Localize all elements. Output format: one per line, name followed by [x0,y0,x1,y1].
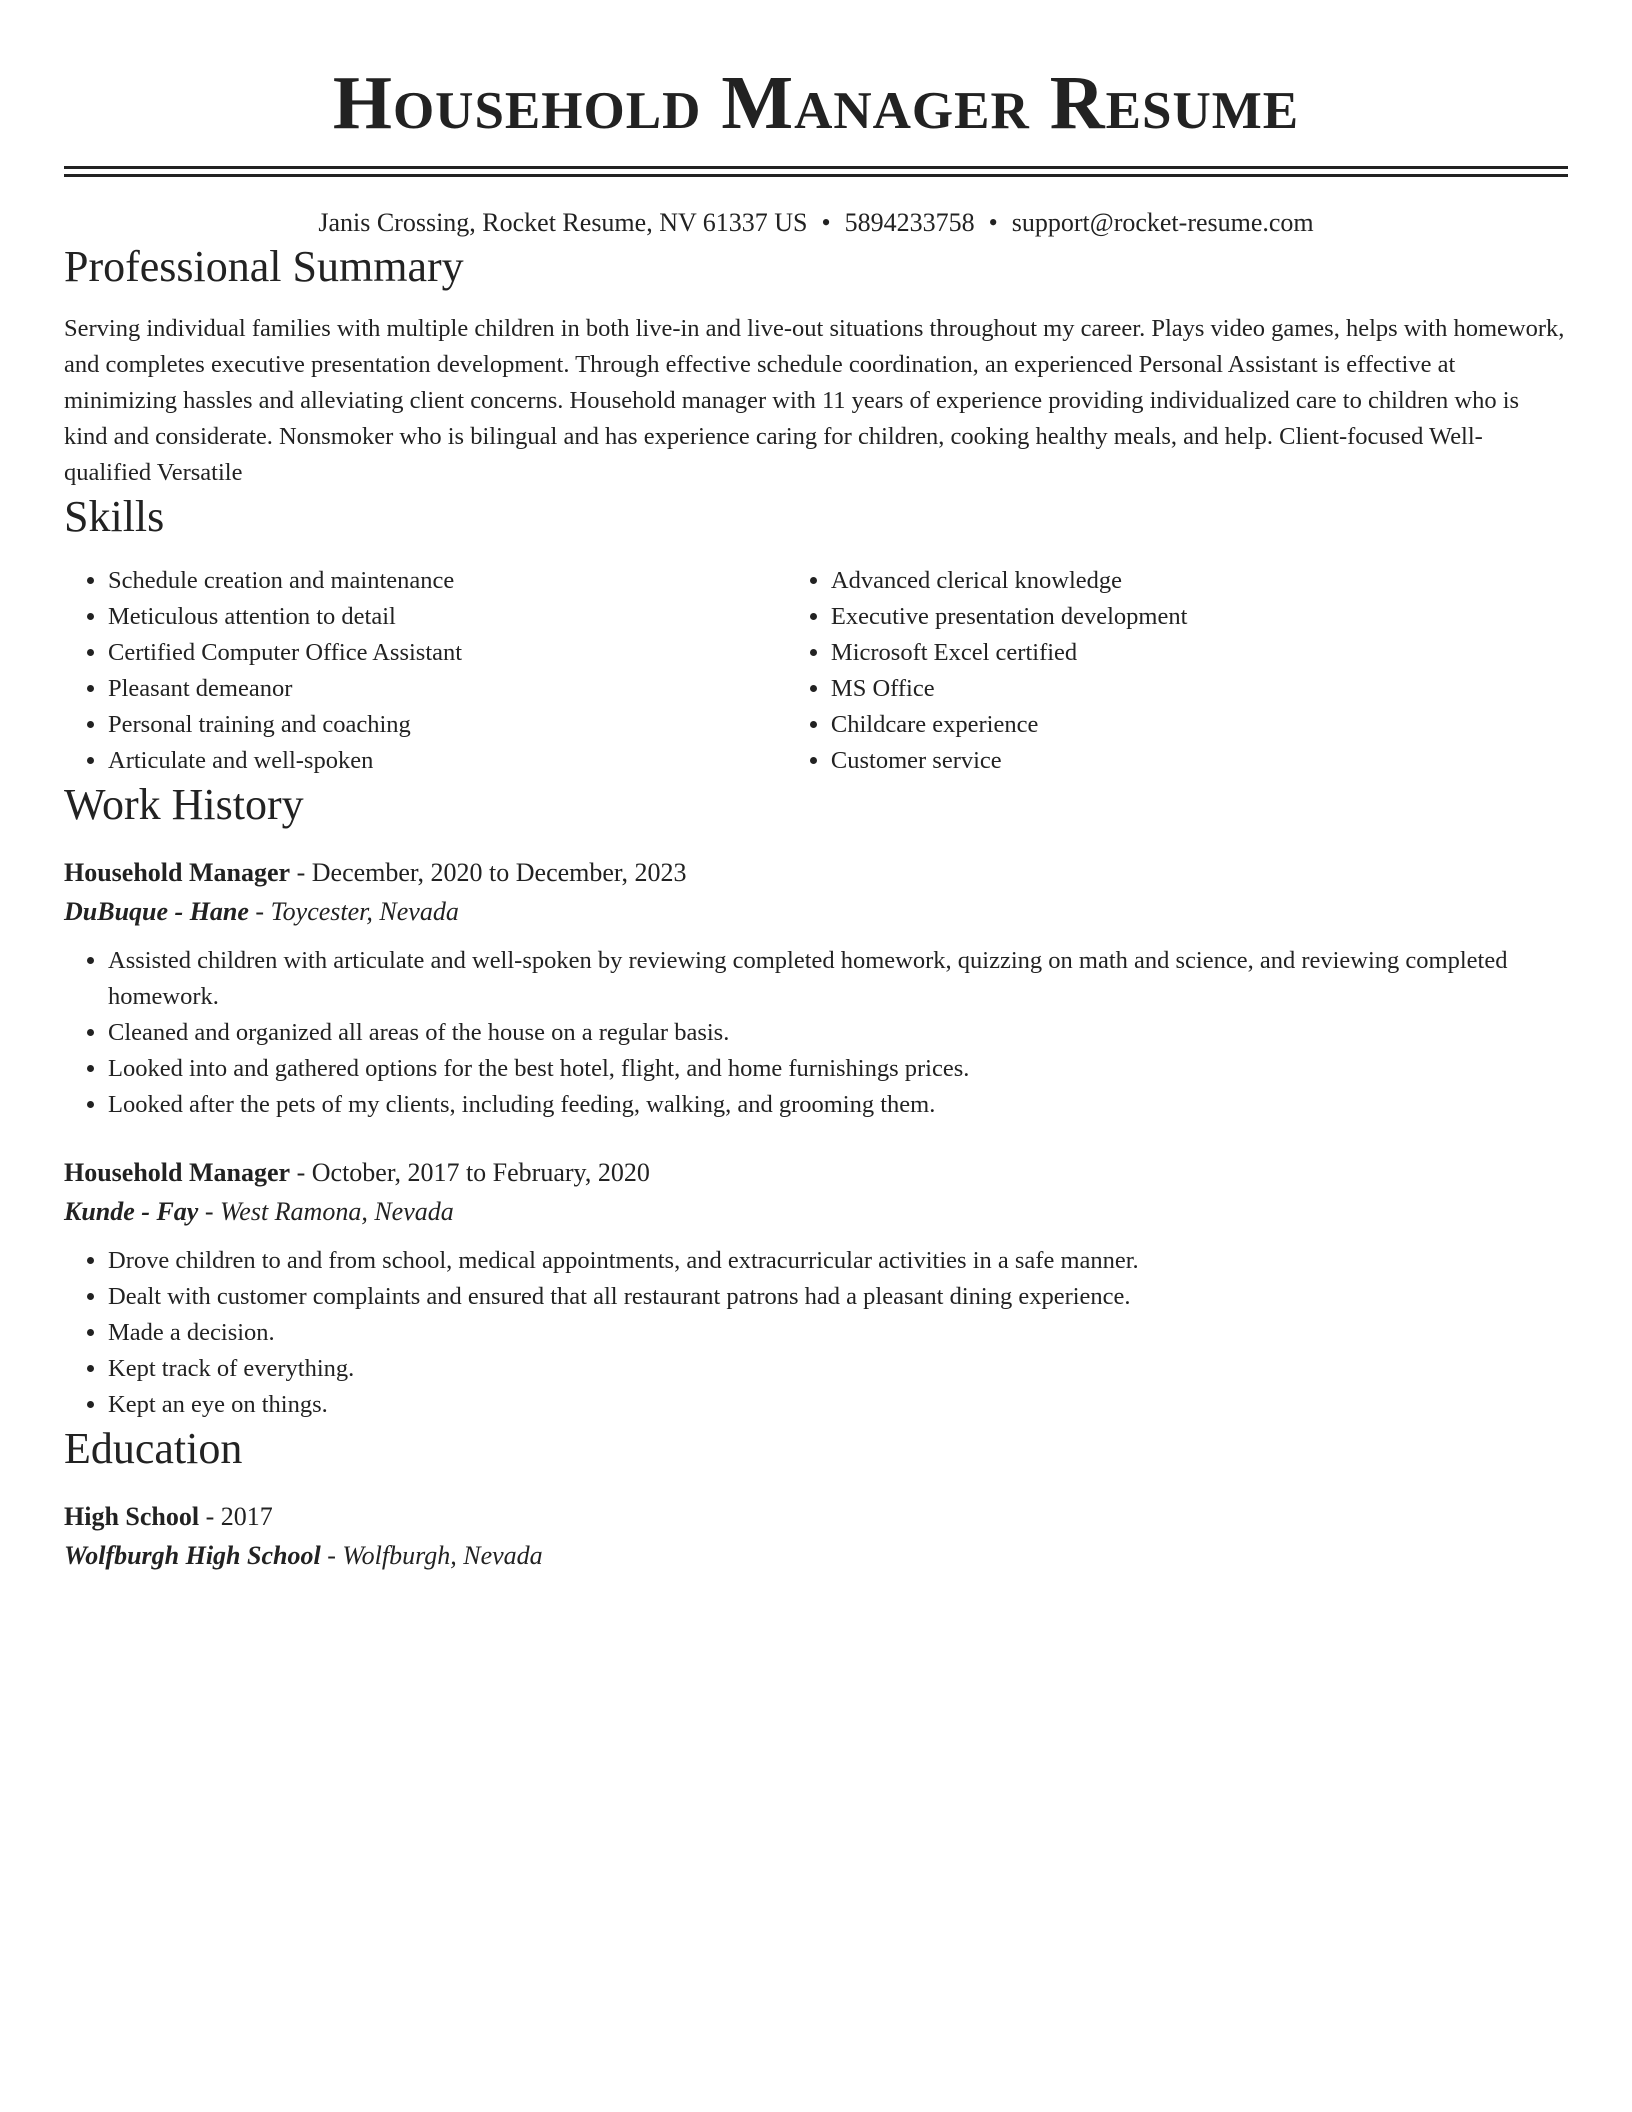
job-location-separator: - [198,1197,221,1226]
skill-item: • Executive presentation development [831,599,1568,635]
job-duty: • Kept track of everything. [108,1351,1568,1387]
contact-separator: • [821,208,831,237]
job-dash: - [290,858,312,887]
contact-separator: • [988,208,998,237]
job-title-line [64,1153,1568,1193]
skill-item: • Microsoft Excel certified [831,635,1568,671]
skills-column-right [787,563,1568,779]
skills-column-left [64,563,787,779]
skill-item: • Certified Computer Office Assistant [108,635,787,671]
skill-item: • Childcare experience [831,707,1568,743]
job-company: DuBuque - Hane [64,897,249,926]
job-role: Household Manager [64,858,291,887]
job-duties [64,1243,1568,1423]
skills-heading: Skills [64,492,165,541]
skill-item: • Customer service [831,743,1568,779]
education-degree-line [64,1497,1568,1537]
job-entry [64,853,1568,1123]
skill-item: • Pleasant demeanor [108,671,787,707]
contact-address: Janis Crossing, Rocket Resume, NV 61337 US [318,208,808,237]
job-duties [64,943,1568,1123]
resume-title: Household Manager Resume [332,61,1300,145]
summary-text: Serving individual families with multiple children in both live-in and live-out situations throughout my career. Plays video games, helps with homework, and completes executive presentation development. Through effective schedule coordination, an experienced Personal Assistant is effective at minimizing hassles and alleviating client concerns. Household manager with 11 years of experience providing individualized care to children who is kind and considerate. Nonsmoker who is bilingual and has experience caring for children, cooking healthy meals, and help. Client-focused Well-qualified Versatile [64,315,1565,486]
contact-email: support@rocket-resume.com [1011,208,1314,237]
title-double-rule [64,166,1568,177]
work-history-heading: Work History [64,780,304,829]
job-duty: • Kept an eye on things. [108,1387,1568,1423]
education-entry [64,1497,1568,1575]
skill-item: • Personal training and coaching [108,707,787,743]
education-school-line [64,1537,1568,1575]
job-duty: • Looked after the pets of my clients, including feeding, walking, and grooming them. [108,1087,1568,1123]
job-dates: December, 2020 to December, 2023 [311,858,687,887]
job-location: Toycester, Nevada [270,897,459,926]
contact-line [64,205,1568,241]
job-duty: • Looked into and gathered options for the best hotel, flight, and home furnishings prices. [108,1051,1568,1087]
education-school: Wolfburgh High School [64,1541,321,1570]
education-location-separator: - [320,1541,343,1570]
education-dash: - [199,1502,221,1531]
contact-phone: 5894233758 [844,208,975,237]
job-dates: October, 2017 to February, 2020 [311,1158,650,1187]
job-company-line [64,1193,1568,1231]
job-location-separator: - [248,897,271,926]
job-duty: • Drove children to and from school, medical appointments, and extracurricular activities in a safe manner. [108,1243,1568,1279]
job-dash: - [290,1158,312,1187]
job-duty: • Assisted children with articulate and well-spoken by reviewing completed homework, quizzing on math and science, and reviewing completed homework. [108,943,1568,1015]
education-year: 2017 [220,1502,273,1531]
job-role: Household Manager [64,1158,291,1187]
job-duty: • Made a decision. [108,1315,1568,1351]
skill-item: • Articulate and well-spoken [108,743,787,779]
skill-item: • MS Office [831,671,1568,707]
skill-item: • Meticulous attention to detail [108,599,787,635]
education-heading: Education [64,1424,243,1473]
job-company-line [64,893,1568,931]
skill-item: • Advanced clerical knowledge [831,563,1568,599]
education-degree: High School [64,1502,200,1531]
education-location: Wolfburgh, Nevada [342,1541,543,1570]
skills-list [64,563,1568,779]
job-entry [64,1153,1568,1423]
summary-heading: Professional Summary [64,242,464,291]
job-duty: • Dealt with customer complaints and ensured that all restaurant patrons had a pleasant dining experience. [108,1279,1568,1315]
job-title-line [64,853,1568,893]
skill-item: • Schedule creation and maintenance [108,563,787,599]
job-company: Kunde - Fay [64,1197,199,1226]
job-duty: • Cleaned and organized all areas of the house on a regular basis. [108,1015,1568,1051]
job-location: West Ramona, Nevada [220,1197,454,1226]
